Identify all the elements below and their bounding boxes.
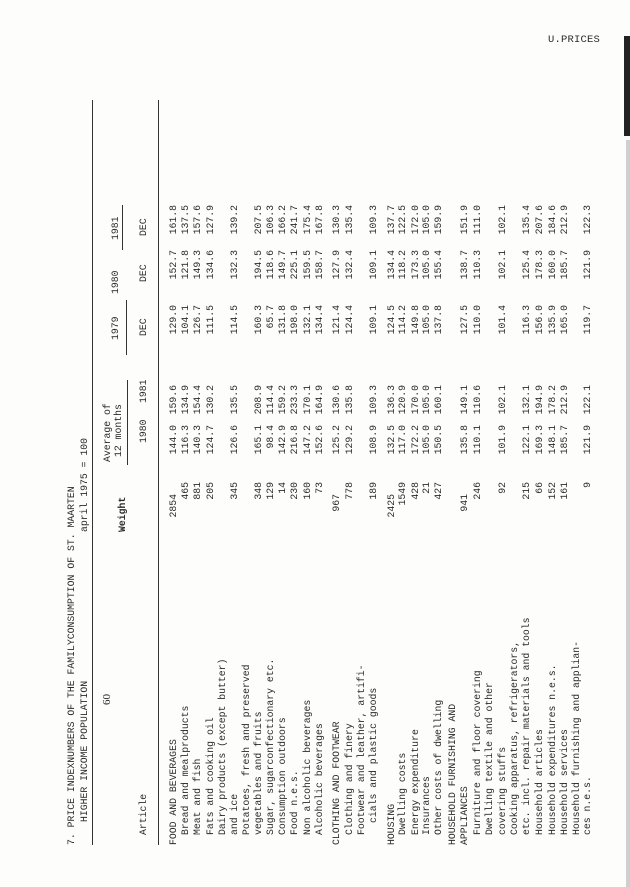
value-avg-1981: 170.1 bbox=[301, 385, 313, 415]
row-weight: 967 bbox=[330, 494, 342, 512]
value-avg-1980: 108.9 bbox=[367, 425, 379, 455]
value-avg-1980: 116.3 bbox=[180, 425, 192, 455]
row-label: covering stuffs bbox=[497, 746, 509, 835]
row-weight: 66 bbox=[534, 482, 546, 494]
value-dec-1979: 119.7 bbox=[582, 305, 594, 335]
value-dec-1980: 138.7 bbox=[458, 250, 470, 280]
value-avg-1981: 233.3 bbox=[288, 385, 300, 415]
row-weight: 9 bbox=[582, 482, 594, 488]
value-dec-1979: 156.0 bbox=[534, 305, 546, 335]
value-dec-1979: 134.4 bbox=[314, 305, 325, 335]
row-label: Meat and fish bbox=[191, 758, 203, 835]
row-label: Insurances bbox=[421, 776, 433, 835]
row-weight: 205 bbox=[205, 482, 217, 500]
value-dec-1981: 151.9 bbox=[458, 205, 470, 235]
value-dec-1979: 135.9 bbox=[546, 305, 558, 335]
value-dec-1980: 127.9 bbox=[330, 250, 342, 280]
value-avg-1981: 154.4 bbox=[191, 385, 203, 415]
value-avg-1980: 185.7 bbox=[558, 425, 570, 455]
row-weight: 246 bbox=[472, 482, 484, 500]
value-dec-1981: 161.8 bbox=[168, 205, 179, 235]
header-avg-1981: 1981 bbox=[138, 379, 149, 403]
value-dec-1980: 149.3 bbox=[191, 250, 203, 280]
average-rule bbox=[127, 380, 128, 465]
value-dec-1980: 121.8 bbox=[180, 250, 192, 280]
row-weight: 230 bbox=[288, 482, 300, 500]
value-dec-1981: 157.6 bbox=[191, 205, 203, 235]
value-dec-1979: 131.8 bbox=[276, 305, 288, 335]
value-avg-1981: 160.1 bbox=[432, 385, 444, 415]
row-weight: 345 bbox=[228, 482, 240, 500]
row-weight: 129 bbox=[264, 482, 276, 500]
value-dec-1979: 127.5 bbox=[458, 305, 470, 335]
header-average-line2: 12 months bbox=[113, 404, 124, 457]
header-dec-1979: DEC bbox=[138, 318, 149, 336]
value-dec-1981: 172.0 bbox=[409, 205, 421, 235]
value-dec-1980: 132.4 bbox=[343, 250, 355, 280]
value-dec-1981: 130.3 bbox=[330, 205, 342, 235]
value-dec-1981: 102.1 bbox=[497, 205, 509, 235]
value-dec-1981: 122.3 bbox=[582, 205, 594, 235]
value-avg-1981: 149.1 bbox=[458, 385, 470, 415]
value-dec-1980: 118.6 bbox=[264, 250, 276, 280]
row-label: Household articles bbox=[534, 729, 546, 835]
value-dec-1981: 212.9 bbox=[558, 205, 570, 235]
row-label: vegetables and fruits bbox=[252, 711, 264, 835]
value-dec-1981: 207.5 bbox=[252, 205, 264, 235]
value-dec-1981: 166.2 bbox=[276, 205, 288, 235]
value-avg-1980: 129.2 bbox=[343, 425, 355, 455]
row-label: Bread and mealproducts bbox=[180, 705, 192, 835]
value-dec-1980: 152.7 bbox=[168, 250, 179, 280]
value-avg-1981: 130.6 bbox=[330, 385, 342, 415]
row-label: Non alcoholic beverages bbox=[301, 699, 313, 835]
value-dec-1979: 110.0 bbox=[472, 305, 484, 335]
row-weight: 2854 bbox=[168, 494, 179, 518]
value-dec-1980: 132.3 bbox=[228, 250, 240, 280]
row-label: Dwelling textile and other bbox=[484, 682, 496, 835]
header-year-1980: 1980 bbox=[110, 270, 121, 294]
value-avg-1981: 132.1 bbox=[521, 385, 533, 415]
header-article: Article bbox=[138, 793, 149, 835]
value-dec-1980: 185.7 bbox=[558, 250, 570, 280]
value-dec-1980: 160.0 bbox=[546, 250, 558, 280]
row-label: Dwelling costs bbox=[397, 752, 409, 835]
row-weight: 465 bbox=[180, 482, 192, 500]
value-avg-1981: 159.2 bbox=[276, 385, 288, 415]
row-weight: 215 bbox=[521, 482, 533, 500]
value-avg-1981: 130.2 bbox=[205, 385, 217, 415]
value-dec-1980: 118.2 bbox=[397, 250, 409, 280]
value-dec-1981: 127.9 bbox=[205, 205, 217, 235]
row-weight: 941 bbox=[458, 494, 470, 512]
row-label: Household services bbox=[558, 729, 570, 835]
top-rule bbox=[92, 100, 93, 845]
value-dec-1979: 114.2 bbox=[397, 305, 409, 335]
header-year-1979: 1979 bbox=[110, 316, 121, 340]
row-weight: 427 bbox=[432, 482, 444, 500]
header-dec-1980: DEC bbox=[138, 264, 149, 282]
value-dec-1981: 109.3 bbox=[367, 205, 379, 235]
value-dec-1979: 121.4 bbox=[330, 305, 342, 335]
value-avg-1980: 140.3 bbox=[191, 425, 203, 455]
value-dec-1979: 129.0 bbox=[168, 305, 179, 335]
value-dec-1979: 116.3 bbox=[521, 305, 533, 335]
value-avg-1981: 109.3 bbox=[367, 385, 379, 415]
value-dec-1979: 114.5 bbox=[228, 305, 240, 335]
value-dec-1980: 194.5 bbox=[252, 250, 264, 280]
row-label: Household furnishing and applian- bbox=[570, 640, 582, 835]
value-avg-1981: 122.1 bbox=[582, 385, 594, 415]
value-dec-1979: 132.1 bbox=[301, 305, 313, 335]
header-year-1981: 1981 bbox=[110, 216, 121, 240]
value-dec-1979: 124.5 bbox=[385, 305, 397, 335]
value-avg-1980: 105.0 bbox=[421, 425, 433, 455]
row-label: cials and plastic goods bbox=[367, 687, 379, 823]
value-avg-1980: 172.2 bbox=[409, 425, 421, 455]
row-weight: 21 bbox=[421, 482, 433, 494]
value-dec-1981: 175.4 bbox=[301, 205, 313, 235]
value-dec-1980: 173.3 bbox=[409, 250, 421, 280]
value-avg-1981: 170.0 bbox=[409, 385, 421, 415]
value-dec-1979: 111.5 bbox=[205, 305, 217, 335]
year-rule-1979 bbox=[126, 300, 127, 355]
row-label: Other costs of dwelling bbox=[432, 699, 444, 835]
row-label: FOOD AND BEVERAGES bbox=[168, 739, 179, 845]
row-weight: 161 bbox=[558, 482, 570, 500]
value-dec-1979: 149.8 bbox=[409, 305, 421, 335]
value-dec-1980: 102.1 bbox=[497, 250, 509, 280]
value-dec-1979: 165.0 bbox=[558, 305, 570, 335]
value-dec-1980: 134.4 bbox=[385, 250, 397, 280]
value-avg-1980: 126.6 bbox=[228, 425, 240, 455]
value-dec-1979: 104.1 bbox=[180, 305, 192, 335]
row-label: HOUSING bbox=[385, 803, 397, 845]
value-avg-1981: 159.6 bbox=[168, 385, 179, 415]
value-avg-1980: 144.0 bbox=[168, 425, 179, 455]
value-dec-1981: 135.4 bbox=[343, 205, 355, 235]
row-weight: 152 bbox=[546, 482, 558, 500]
value-dec-1980: 225.1 bbox=[288, 250, 300, 280]
value-dec-1979: 137.8 bbox=[432, 305, 444, 335]
value-dec-1979: 124.4 bbox=[343, 305, 355, 335]
value-avg-1980: 147.2 bbox=[301, 425, 313, 455]
value-avg-1981: 212.9 bbox=[558, 385, 570, 415]
value-dec-1981: 159.9 bbox=[432, 205, 444, 235]
header-dec-1981: DEC bbox=[138, 218, 149, 236]
header-weight: Weight bbox=[117, 496, 128, 532]
value-dec-1979: 160.3 bbox=[252, 305, 264, 335]
row-label: HOUSEHOLD FURNISHING AND bbox=[447, 703, 458, 845]
value-avg-1980: 148.1 bbox=[546, 425, 558, 455]
table-base: april 1975 = 100 bbox=[79, 437, 90, 532]
value-dec-1980: 178.3 bbox=[534, 250, 546, 280]
value-avg-1980: 132.5 bbox=[385, 425, 397, 455]
value-avg-1980: 216.8 bbox=[288, 425, 300, 455]
value-avg-1981: 194.9 bbox=[534, 385, 546, 415]
value-dec-1980: 109.1 bbox=[367, 250, 379, 280]
value-dec-1980: 121.9 bbox=[582, 250, 594, 280]
row-weight: 14 bbox=[276, 482, 288, 494]
row-label: Consumption outdoors bbox=[276, 717, 288, 835]
value-dec-1981: 135.4 bbox=[521, 205, 533, 235]
header-bottom-rule bbox=[158, 100, 159, 845]
value-avg-1980: 152.6 bbox=[314, 425, 325, 455]
value-avg-1981: 208.9 bbox=[252, 385, 264, 415]
value-avg-1981: 136.3 bbox=[385, 385, 397, 415]
value-dec-1980: 159.5 bbox=[301, 250, 313, 280]
row-weight: 348 bbox=[252, 482, 264, 500]
value-dec-1979: 198.0 bbox=[288, 305, 300, 335]
row-label: Furniture and floor covering bbox=[472, 670, 484, 835]
value-avg-1981: 178.2 bbox=[546, 385, 558, 415]
header-average-line1: Average of bbox=[102, 403, 113, 462]
value-dec-1981: 137.5 bbox=[180, 205, 192, 235]
value-avg-1981: 164.9 bbox=[314, 385, 325, 415]
row-weight: 73 bbox=[314, 482, 325, 494]
value-avg-1980: 165.1 bbox=[252, 425, 264, 455]
value-dec-1979: 65.7 bbox=[264, 305, 276, 329]
table-title: 7. PRICE INDEXNUMBERS OF THE FAMILYCONSUMPTION OF ST. MAARTEN bbox=[66, 486, 77, 845]
value-avg-1980: 169.3 bbox=[534, 425, 546, 455]
value-avg-1981: 120.9 bbox=[397, 385, 409, 415]
value-dec-1980: 110.3 bbox=[472, 250, 484, 280]
value-dec-1981: 111.0 bbox=[472, 205, 484, 235]
row-weight: 881 bbox=[191, 482, 203, 500]
row-label: and ice bbox=[228, 793, 240, 835]
value-dec-1981: 241.7 bbox=[288, 205, 300, 235]
value-avg-1980: 101.9 bbox=[497, 425, 509, 455]
row-label: Food n.e.s. bbox=[288, 770, 300, 835]
running-header: U.PRICES bbox=[548, 34, 601, 46]
row-label: APPLIANCES bbox=[458, 786, 470, 845]
page-number: 60 bbox=[101, 694, 113, 705]
value-dec-1980: 105.0 bbox=[421, 250, 433, 280]
row-weight: 92 bbox=[497, 482, 509, 494]
value-avg-1981: 102.1 bbox=[497, 385, 509, 415]
value-avg-1981: 110.6 bbox=[472, 385, 484, 415]
value-dec-1981: 184.6 bbox=[546, 205, 558, 235]
row-weight: 778 bbox=[343, 482, 355, 500]
row-label: ces n.e.s. bbox=[582, 776, 594, 835]
row-weight: 428 bbox=[409, 482, 421, 500]
row-label: etc. incl. repair materials and tools bbox=[521, 617, 533, 835]
value-avg-1980: 110.1 bbox=[472, 425, 484, 455]
row-label: Household expenditures n.e.s. bbox=[546, 664, 558, 835]
row-label: CLOTHING AND FOOTWEAR bbox=[330, 721, 342, 845]
value-dec-1981: 122.5 bbox=[397, 205, 409, 235]
value-avg-1981: 135.5 bbox=[228, 385, 240, 415]
value-avg-1981: 114.4 bbox=[264, 385, 276, 415]
row-weight: 189 bbox=[367, 482, 379, 500]
value-avg-1980: 117.0 bbox=[397, 425, 409, 455]
year-rule-1981 bbox=[122, 205, 123, 250]
value-avg-1980: 142.9 bbox=[276, 425, 288, 455]
header-avg-1980: 1980 bbox=[138, 419, 149, 443]
row-label: Dairy products (except butter) bbox=[217, 658, 229, 835]
value-dec-1980: 158.7 bbox=[314, 250, 325, 280]
value-avg-1981: 135.8 bbox=[343, 385, 355, 415]
value-avg-1980: 150.5 bbox=[432, 425, 444, 455]
value-dec-1980: 149.7 bbox=[276, 250, 288, 280]
value-dec-1980: 134.6 bbox=[205, 250, 217, 280]
value-dec-1981: 139.2 bbox=[228, 205, 240, 235]
row-weight: 1549 bbox=[397, 482, 409, 506]
row-weight: 160 bbox=[301, 482, 313, 500]
value-avg-1981: 105.0 bbox=[421, 385, 433, 415]
value-dec-1980: 125.4 bbox=[521, 250, 533, 280]
value-dec-1979: 105.0 bbox=[421, 305, 433, 335]
value-avg-1980: 125.2 bbox=[330, 425, 342, 455]
row-label: Clothing and finery bbox=[343, 723, 355, 835]
row-label: Sugar, sugarconfectionary etc. bbox=[264, 658, 276, 835]
value-dec-1980: 155.4 bbox=[432, 250, 444, 280]
value-dec-1981: 207.6 bbox=[534, 205, 546, 235]
row-label: Footwear and leather, artifi- bbox=[355, 664, 367, 835]
value-dec-1979: 109.1 bbox=[367, 305, 379, 335]
value-dec-1981: 137.7 bbox=[385, 205, 397, 235]
value-dec-1979: 101.4 bbox=[497, 305, 509, 335]
table-subtitle: HIGHER INCOME POPULATION bbox=[79, 680, 90, 822]
row-label: Fats and cooking oil bbox=[205, 717, 217, 835]
row-label: Cooking apparatus, refrigerators, bbox=[509, 640, 521, 835]
value-avg-1980: 135.8 bbox=[458, 425, 470, 455]
value-avg-1981: 134.9 bbox=[180, 385, 192, 415]
value-dec-1981: 167.8 bbox=[314, 205, 325, 235]
row-label: Alcoholic beverages bbox=[314, 723, 325, 835]
rotated-table-page bbox=[60, 80, 630, 850]
row-label: Potatoes, fresh and preserved bbox=[241, 664, 253, 835]
value-avg-1980: 98.4 bbox=[264, 425, 276, 449]
value-dec-1981: 105.0 bbox=[421, 205, 433, 235]
value-avg-1980: 124.7 bbox=[205, 425, 217, 455]
value-avg-1980: 121.9 bbox=[582, 425, 594, 455]
row-weight: 2425 bbox=[385, 494, 397, 518]
value-dec-1979: 126.7 bbox=[191, 305, 203, 335]
value-avg-1980: 122.1 bbox=[521, 425, 533, 455]
value-dec-1981: 106.3 bbox=[264, 205, 276, 235]
row-label: Energy expenditure bbox=[409, 729, 421, 835]
